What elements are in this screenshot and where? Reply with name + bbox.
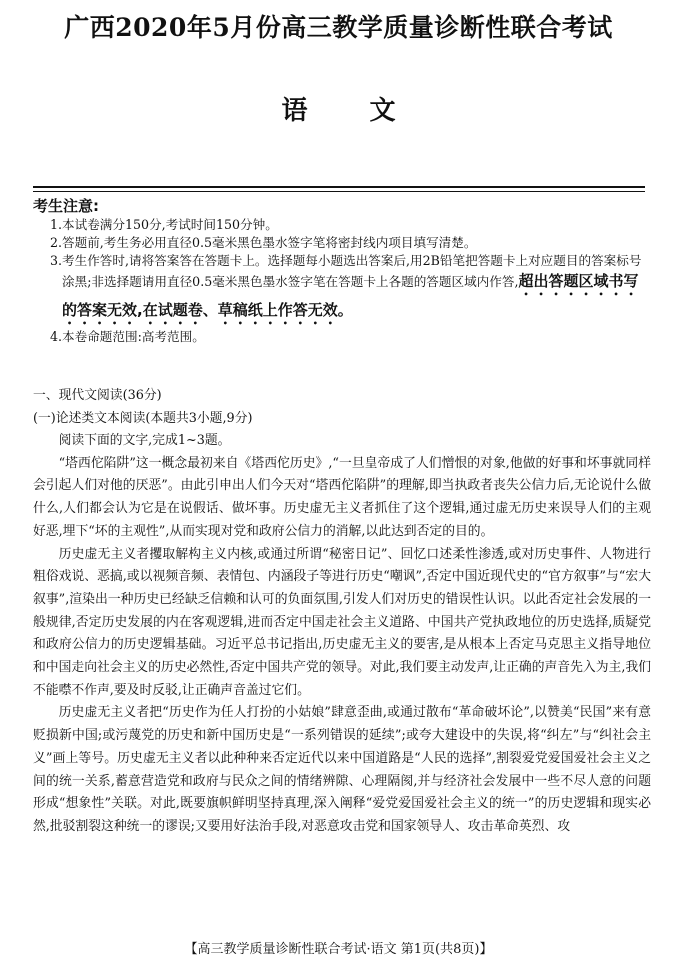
notice-item-3-emphasis: 超出答题区域书写的答案无效,在试题卷、草稿纸上作答无效。 bbox=[62, 272, 639, 319]
notice-list bbox=[50, 216, 650, 346]
passage-paragraph-3: 历史虚无主义者把“历史作为任人打扮的小姑娘”肆意歪曲,或通过散布“革命破坏论”,以赞美“民国”来有意贬损新中国;或污蔑党的历史和新中国历史是“一系列错误的延续”;或夸大建设中的失误,将“纠左”与“纠社会主义”画上等号。历史虚无主义者以此种种来否定近代以来中国道路是“人民的选择”,割裂爱党爱国爱社会主义之间的统一关系,蓄意营造党和政府与民众之间的情绪辨隙、心理隔阂,并与经济社会发展中一些不尽人意的问题形成“想象性”关联。对此,既要旗帜鲜明坚持真理,深入阐释“爱党爱国爱社会主义的统一”的历史逻辑和现实必然,批驳割裂这种统一的谬误;又要用好法治手段,对恶意攻击党和国家领导人、攻击革命英烈、攻 bbox=[33, 705, 651, 834]
divider-thick bbox=[33, 186, 645, 188]
notice-heading: 考生注意: bbox=[33, 197, 99, 215]
notice-item-3-text: 3.考生作答时,请将答案答在答题卡上。选择题每小题选出答案后,用2B铅笔把答题卡上对应题目的答案标号涂黑;非选择题请用直径0.5毫米黑色墨水签字笔在答题卡上各题的答题区域内作答, bbox=[50, 253, 642, 289]
subject-title: 语文 bbox=[281, 96, 458, 126]
notice-item-1: 1.本试卷满分150分,考试时间150分钟。 bbox=[50, 217, 278, 232]
reading-passage bbox=[33, 430, 651, 839]
instruction-paragraph: 阅读下面的文字,完成1~3题。 bbox=[58, 433, 231, 448]
notice-item-3 bbox=[50, 252, 650, 328]
section-heading: 一、现代文阅读(36分) bbox=[33, 388, 162, 403]
notice-item-2: 2.答题前,考生务必用直径0.5毫米黑色墨水签字笔将密封线内项目填写清楚。 bbox=[50, 235, 477, 250]
passage-paragraph-1: “塔西佗陷阱”这一概念最初来自《塔西佗历史》,“一旦皇帝成了人们憎恨的对象,他做的好事和坏事就同样会引起人们对他的厌恶”。由此引申出人们今天对“塔西佗陷阱”的理解,即当执政者丧失公信力后,无论说什么做什么,人们都会认为它是在说假话、做坏事。历史虚无主义者抓住了这个逻辑,通过虚无历史来误导人们的主观好恶,埋下“坏的主观性”,从而实现对党和政府公信力的消解,以此达到否定的目的。 bbox=[33, 455, 651, 539]
notice-item-4: 4.本卷命题范围:高考范围。 bbox=[50, 329, 205, 344]
exam-title: 广西2020年5月份高三教学质量诊断性联合考试 bbox=[64, 13, 613, 42]
passage-paragraph-2: 历史虚无主义者攫取解构主义内核,或通过所谓“秘密日记”、回忆口述柔性渗透,或对历史事件、人物进行粗俗戏说、恶搞,或以视频音频、表情包、内涵段子等进行历史“嘲讽”,否定中国近现代史的“官方叙事”与“宏大叙事”,渲染出一种历史已经缺乏信赖和认可的负面氛围,引发人们对历史的错误性认识。以此否定社会发展的一般规律,否定历史发展的内在客观逻辑,进而否定中国走社会主义道路、中国共产党执政地位的历史选择,质疑党和政府公信力的历史逻辑基础。习近平总书记指出,历史虚无主义的要害,是从根本上否定马克思主义指导地位和中国走向社会主义的历史必然性,否定中国共产党的领导。对此,我们要主动发声,让正确的声音先入为主,我们不能噤不作声,要及时反驳,让正确声音盖过它们。 bbox=[33, 546, 651, 698]
subsection-heading: (一)论述类文本阅读(本题共3小题,9分) bbox=[33, 411, 253, 426]
page-footer: 【高三教学质量诊断性联合考试·语文 第1页(共8页)】 bbox=[184, 942, 493, 957]
divider-thin bbox=[33, 191, 645, 192]
